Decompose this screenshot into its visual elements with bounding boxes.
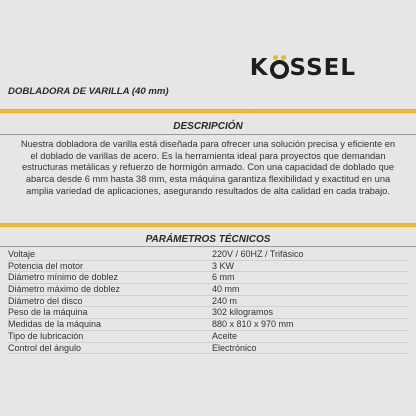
- parameters-divider: [0, 246, 416, 247]
- logo-dot-left: [273, 55, 278, 60]
- spec-row: [8, 307, 408, 319]
- spec-value: 302 kilogramos: [212, 307, 274, 318]
- logo-dot-right: [281, 55, 286, 60]
- spec-label: Diámetro mínimo de doblez: [8, 272, 119, 283]
- spec-row: [8, 284, 408, 296]
- spec-label: Diámetro del disco: [8, 295, 83, 306]
- product-title: DOBLADORA DE VARILLA (40 mm): [8, 86, 169, 97]
- spec-row: [8, 261, 408, 273]
- spec-value: Aceite: [212, 330, 238, 341]
- logo-ring: [270, 60, 289, 79]
- spec-label: Diámetro máximo de doblez: [8, 284, 121, 295]
- spec-row: [8, 319, 408, 331]
- spec-table: [8, 249, 408, 354]
- description-divider: [0, 134, 416, 135]
- description-heading: DESCRIPCIÓN: [173, 121, 243, 132]
- spec-row: [8, 343, 408, 355]
- spec-value: 6 mm: [212, 272, 235, 283]
- spec-value: 40 mm: [212, 284, 240, 295]
- spec-value: 240 m: [212, 295, 238, 306]
- spec-label: Potencia del motor: [8, 260, 84, 271]
- o-umlaut-logo-mark-icon: [270, 58, 289, 79]
- parameters-heading: PARÁMETROS TÉCNICOS: [145, 234, 271, 245]
- description-accent-band: [0, 109, 416, 113]
- brand-name-prefix: K: [249, 55, 269, 81]
- spec-label: Tipo de lubricación: [8, 330, 84, 341]
- spec-row: [8, 331, 408, 343]
- spec-value: 880 x 810 x 970 mm: [212, 319, 294, 330]
- spec-value: 3 KW: [212, 260, 235, 271]
- spec-row: [8, 272, 408, 284]
- spec-value: Electrónico: [212, 342, 257, 353]
- spec-label: Control del ángulo: [8, 342, 82, 353]
- parameters-accent-band: [0, 223, 416, 227]
- spec-label: Peso de la máquina: [8, 307, 88, 318]
- brand-name-suffix: SSEL: [289, 55, 356, 81]
- spec-value: 220V / 60HZ / Trifásico: [212, 249, 304, 259]
- spec-label: Medidas de la máquina: [8, 319, 102, 330]
- spec-label: Voltaje: [8, 249, 36, 259]
- description-body: Nuestra dobladora de varilla está diseñada para ofrecer una solución precisa y eficiente en el doblado de varillas de acero. Es la herramienta ideal para proyectos que demandan estructuras metálicas y refuerzo de hormigón armado. Con una capacidad de doblado que abarca desde 6 mm hasta 38 mm, esta máquina garantiza flexibilidad y exactitud en una amplia variedad de aplicaciones, asegurando resultados de alta calidad en cada trabajo.: [20, 139, 396, 196]
- spec-row: [8, 249, 408, 261]
- brand-logo: [250, 55, 356, 81]
- spec-row: [8, 296, 408, 308]
